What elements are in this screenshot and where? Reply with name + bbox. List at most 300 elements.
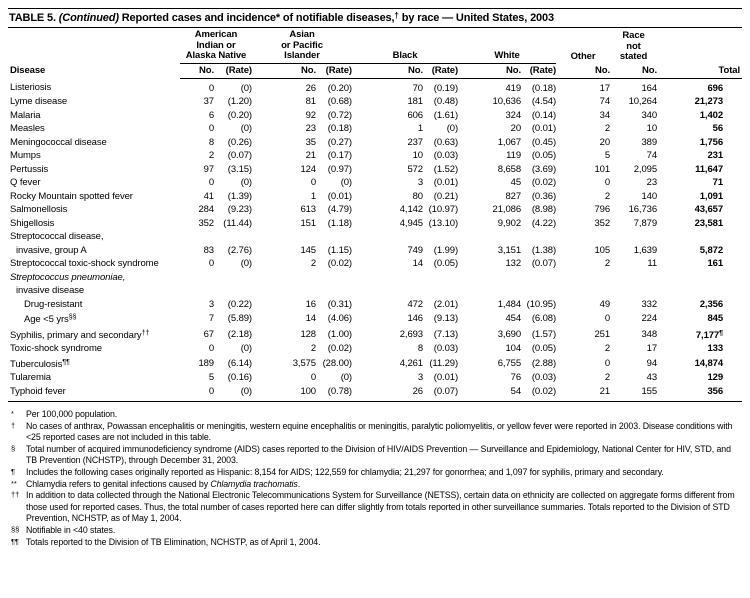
value-cell: 796	[594, 204, 611, 215]
value-cell: 14	[412, 258, 423, 269]
value-cell: 9,902	[497, 217, 522, 229]
value-cell: 352	[198, 217, 214, 229]
value-cell: (28.00)	[322, 357, 352, 369]
value-cell	[252, 271, 316, 285]
value-cell: 43	[646, 372, 658, 383]
table-row	[8, 311, 742, 327]
value-cell: 11	[647, 258, 658, 269]
value-cell: 0	[604, 313, 611, 324]
value-cell: (7.13)	[433, 328, 459, 340]
value-cell: 20	[510, 123, 522, 134]
total-cell: 1,091	[699, 190, 724, 202]
disease-name: Tuberculosis¶¶	[10, 358, 70, 370]
value-cell: 2	[604, 190, 611, 202]
disease-name: Streptococcal toxic-shock syndrome	[10, 258, 159, 269]
disease-name: invasive disease	[16, 285, 85, 296]
value-cell: (0.01)	[433, 177, 459, 188]
value-cell: 6	[208, 109, 214, 121]
value-cell: (10.95)	[526, 298, 557, 310]
value-cell: 251	[594, 328, 611, 340]
footnote-symbol: †	[11, 420, 16, 430]
value-cell: 124	[300, 163, 316, 175]
value-cell: (3.69)	[531, 163, 557, 175]
value-cell	[458, 230, 521, 244]
subheader-no: No.	[352, 64, 423, 79]
value-cell: 104	[505, 343, 522, 354]
value-cell: (0.03)	[433, 150, 459, 161]
value-cell: (4.06)	[327, 313, 352, 324]
value-cell	[252, 284, 316, 298]
value-cell: (11.29)	[429, 357, 459, 369]
value-cell: (1.52)	[433, 163, 459, 175]
value-cell: (0)	[340, 372, 352, 383]
title-text-2: by race — United States, 2003	[401, 12, 554, 24]
disease-name: Q fever	[10, 177, 41, 188]
disease-name: Listeriosis	[10, 82, 52, 94]
table-row	[8, 244, 742, 258]
value-cell: 132	[505, 258, 522, 269]
value-cell: (11.44)	[223, 217, 252, 229]
table-row	[8, 122, 742, 136]
value-cell: (0.05)	[531, 343, 557, 354]
value-cell: 0	[208, 123, 214, 134]
footnote-text: In addition to data collected through the National Electronic Telecommunications System for Surveillance (NETSS), certain data on ethnicity are collected on aggregate forms different from those used for reported cases. Thus, the total number of cases reported here can differ slightly from totals reported in other surveillance summaries. Totals reported to the Division of STD Prevention, NCHSTP, as of May 1, 2004.	[26, 490, 735, 524]
value-cell: 146	[407, 313, 423, 324]
value-cell: (0)	[446, 123, 459, 134]
value-cell: 3,690	[497, 328, 522, 340]
value-cell: (1.20)	[227, 96, 252, 107]
subheader-no: No.	[458, 64, 521, 79]
table-row	[8, 136, 742, 150]
value-cell: 6,755	[497, 357, 522, 369]
value-cell: 5	[604, 150, 611, 161]
value-cell: 17	[599, 82, 611, 94]
value-cell: 23	[305, 123, 316, 134]
value-cell: 45	[510, 177, 522, 188]
value-cell: 224	[641, 313, 658, 324]
value-cell: 472	[407, 298, 423, 310]
total-cell: 5,872	[699, 244, 724, 256]
value-cell	[610, 284, 657, 298]
disease-name: Tularemia	[10, 372, 51, 383]
value-cell: 324	[505, 109, 522, 121]
value-cell: 83	[203, 244, 214, 256]
value-cell: (0.02)	[531, 385, 557, 397]
group-header-other: Other	[570, 51, 596, 62]
value-cell: 352	[594, 217, 611, 229]
disease-name: Measles	[10, 123, 45, 134]
value-cell: 101	[594, 163, 611, 175]
total-cell: 696	[707, 82, 724, 94]
footnote-symbol: *	[11, 409, 14, 418]
value-cell	[423, 284, 458, 298]
value-cell: 155	[641, 385, 658, 397]
value-cell: 5	[208, 372, 214, 383]
value-cell	[214, 284, 252, 298]
value-cell: 4,142	[399, 204, 423, 215]
value-cell: 119	[506, 150, 522, 161]
footnote-text: .	[297, 478, 301, 489]
value-cell: (6.14)	[227, 357, 252, 369]
footnote	[10, 467, 740, 479]
value-cell: (0.07)	[433, 385, 459, 397]
disease-name: Syphilis, primary and secondary††	[10, 329, 150, 341]
value-cell: 0	[208, 82, 214, 94]
value-cell: (0.45)	[531, 136, 557, 148]
value-cell: 17	[646, 343, 658, 354]
value-cell: 606	[407, 109, 423, 121]
value-cell: 20	[599, 136, 611, 148]
value-cell: 189	[198, 357, 214, 369]
value-cell: 3	[208, 298, 214, 310]
total-cell: 1,756	[699, 136, 724, 148]
value-cell	[423, 230, 458, 244]
subheader-no: No.	[252, 64, 316, 79]
footnote-text: Notifiable in <40 states.	[26, 524, 116, 535]
value-cell: 35	[305, 136, 316, 148]
footnote-text: Chlamydia refers to genital infections caused by	[26, 478, 211, 489]
value-cell: 4,945	[399, 217, 423, 229]
value-cell: 332	[641, 298, 658, 310]
value-cell	[458, 271, 521, 285]
footnote-symbol: ††	[11, 490, 20, 500]
value-cell: 3,151	[497, 244, 522, 256]
value-cell: 8	[208, 136, 214, 148]
footnote	[10, 444, 740, 467]
value-cell: (4.22)	[531, 217, 557, 229]
table-body	[8, 78, 742, 402]
group-header-asian-pacific: Asian or Pacific Islander	[252, 28, 352, 64]
table-row	[8, 149, 742, 163]
value-cell: 92	[305, 109, 316, 121]
table-row	[8, 176, 742, 190]
total-cell	[657, 271, 742, 285]
table-row	[8, 385, 742, 402]
value-cell: (0.26)	[227, 136, 252, 148]
disease-name: Streptococcal disease,	[10, 231, 104, 242]
value-cell: 4,261	[399, 357, 423, 369]
value-cell: (0.36)	[531, 190, 557, 202]
value-cell: (0.02)	[327, 258, 352, 269]
value-cell: 348	[641, 328, 658, 340]
footnote-text: Total number of acquired immunodeficiency syndrome (AIDS) cases reported to the Division of HIV/AIDS Prevention — Surveillance and Epidemiology, National Center for HIV, STD, and TB Prevention (NCHSTP), through December 31, 2003.	[26, 443, 731, 466]
value-cell: 54	[510, 385, 522, 397]
value-cell: 14	[305, 313, 316, 324]
table-row	[8, 203, 742, 217]
value-cell: 21,086	[492, 204, 522, 215]
value-cell: 2,693	[399, 328, 423, 340]
table-row	[8, 356, 742, 372]
value-cell: (0.02)	[327, 343, 352, 354]
value-cell: 67	[203, 328, 214, 340]
table-row	[8, 371, 742, 385]
footnote-symbol: §	[11, 443, 16, 453]
value-cell: (0.20)	[227, 109, 252, 121]
value-cell: (0.72)	[327, 109, 352, 121]
total-cell: 11,647	[695, 163, 724, 175]
value-cell: 151	[300, 217, 316, 229]
value-cell: (0.48)	[433, 96, 459, 107]
value-cell: (0.01)	[327, 190, 352, 202]
value-cell	[521, 284, 556, 298]
value-cell: 0	[208, 177, 214, 188]
value-cell: 16	[305, 298, 316, 310]
footnote-marker: ¶	[719, 329, 724, 337]
table-row	[8, 257, 742, 271]
value-cell: (0.21)	[433, 190, 459, 202]
value-cell: 2	[310, 343, 316, 354]
disease-name: Drug-resistant	[24, 298, 83, 310]
value-cell	[214, 271, 252, 285]
value-cell	[423, 271, 458, 285]
table-row	[8, 284, 742, 298]
value-cell: 0	[310, 177, 316, 188]
value-cell: (1.99)	[433, 244, 459, 256]
total-cell: 133	[707, 343, 724, 354]
value-cell	[352, 271, 423, 285]
value-cell: 2	[604, 258, 611, 269]
value-cell: (0.01)	[433, 372, 459, 383]
value-cell: 0	[208, 258, 214, 269]
total-cell: 231	[707, 150, 724, 161]
disease-name: Streptococcus pneumoniae,	[10, 271, 126, 283]
disease-name: Salmonellosis	[10, 204, 68, 215]
value-cell: 237	[407, 136, 423, 148]
value-cell: (0)	[240, 385, 252, 397]
value-cell: (1.18)	[327, 217, 352, 229]
footnote-symbol: ¶¶	[11, 536, 19, 546]
value-cell: (0.78)	[327, 385, 352, 397]
value-cell: (6.08)	[531, 313, 557, 324]
disease-name: Typhoid fever	[10, 385, 66, 397]
value-cell: 2	[604, 343, 611, 354]
value-cell: 419	[505, 82, 522, 94]
total-cell: 161	[707, 258, 724, 269]
total-cell: 845	[707, 313, 724, 324]
value-cell: 2	[208, 150, 214, 161]
total-cell: 2,356	[699, 298, 724, 310]
value-cell	[610, 230, 657, 244]
value-cell: 140	[641, 190, 658, 202]
value-cell: 49	[599, 298, 611, 310]
value-cell: (2.01)	[433, 298, 459, 310]
value-cell: (0)	[340, 177, 352, 188]
total-cell: 71	[712, 177, 724, 188]
value-cell: 26	[412, 385, 423, 397]
value-cell: (1.15)	[327, 244, 352, 256]
value-cell: 128	[300, 328, 316, 340]
value-cell: 3	[417, 177, 423, 188]
subheader-no: No.	[556, 64, 610, 79]
footnote-text: Per 100,000 population.	[26, 409, 118, 419]
value-cell: 0	[604, 177, 611, 188]
disease-name: Shigellosis	[10, 217, 55, 229]
footnote-symbol: §§	[11, 524, 20, 534]
footnote-marker: ¶¶	[62, 358, 70, 366]
group-header-black: Black	[352, 28, 458, 64]
value-cell: (0.63)	[433, 136, 459, 148]
footnote	[10, 479, 740, 491]
continued-label: (Continued)	[58, 12, 119, 24]
value-cell: (0.20)	[327, 82, 352, 94]
footnote	[10, 490, 740, 525]
value-cell: (9.13)	[433, 313, 459, 324]
value-cell: (1.00)	[327, 328, 352, 340]
value-cell: 164	[641, 82, 658, 94]
value-cell: (3.15)	[227, 163, 252, 175]
value-cell: 10,264	[628, 96, 658, 107]
value-cell: 10,636	[492, 96, 522, 107]
footnote	[10, 537, 740, 549]
total-cell: 129	[707, 372, 724, 383]
value-cell: 34	[599, 109, 611, 121]
table-title	[8, 9, 742, 27]
value-cell: 1	[310, 190, 316, 202]
value-cell: (0)	[240, 177, 252, 188]
value-cell: 97	[203, 163, 214, 175]
disease-name: Rocky Mountain spotted fever	[10, 190, 133, 202]
value-cell: (0.22)	[227, 298, 252, 310]
subheader-no: No.	[610, 64, 657, 79]
value-cell: 0	[604, 357, 611, 369]
value-cell: (13.10)	[428, 217, 459, 229]
value-cell: 74	[646, 150, 658, 161]
total-cell	[657, 230, 742, 244]
value-cell	[316, 230, 352, 244]
footnote-text: No cases of anthrax, Powassan encephalitis or meningitis, western equine encephalitis or meningitis, paralytic poliomyelitis, or yellow fever were reported in 2003. Disease conditions with <25 reported cases are not included in this table.	[26, 420, 733, 443]
value-cell: (2.18)	[227, 328, 252, 340]
value-cell: 3	[417, 372, 423, 383]
group-header-race-not-stated: Race not stated	[619, 30, 648, 62]
value-cell: 613	[300, 204, 316, 215]
footnote-symbol: **	[11, 478, 17, 488]
table-row	[8, 95, 742, 109]
total-cell: 1,402	[699, 109, 724, 121]
value-cell	[180, 284, 214, 298]
value-cell	[180, 230, 214, 244]
dagger-superscript: †	[394, 11, 399, 20]
value-cell: (0.03)	[531, 372, 557, 383]
column-header-disease: Disease	[10, 65, 46, 76]
value-cell: (2.88)	[531, 357, 557, 369]
value-cell: 7	[208, 313, 214, 324]
total-cell: 7,177¶	[695, 329, 724, 341]
table-row	[8, 342, 742, 356]
value-cell: (0.31)	[327, 298, 352, 310]
value-cell: 81	[305, 96, 316, 107]
total-cell: 56	[712, 123, 724, 134]
value-cell: 7,879	[633, 217, 658, 229]
table-row	[8, 109, 742, 123]
value-cell: 389	[641, 136, 658, 148]
value-cell: 10	[412, 150, 423, 161]
value-cell	[214, 230, 252, 244]
total-cell: 23,581	[694, 217, 724, 229]
value-cell	[521, 230, 556, 244]
value-cell: 2	[604, 372, 611, 383]
value-cell: 0	[310, 372, 316, 383]
value-cell: (0.05)	[531, 150, 557, 161]
table-row	[8, 230, 742, 244]
value-cell: 2	[604, 123, 611, 134]
table-number: TABLE 5.	[9, 12, 56, 24]
group-header-american-indian: American Indian or Alaska Native	[180, 28, 252, 64]
value-cell: 41	[203, 190, 214, 202]
disease-name: Mumps	[10, 150, 41, 161]
value-cell: 37	[203, 96, 214, 107]
footnote	[10, 421, 740, 444]
value-cell: 8	[417, 343, 423, 354]
footnote-symbol: ¶	[11, 466, 15, 476]
table-row	[8, 217, 742, 231]
value-cell: (0.27)	[327, 136, 352, 148]
value-cell	[252, 230, 316, 244]
total-cell: 21,273	[694, 96, 724, 107]
value-cell: 26	[305, 82, 316, 94]
footnote-marker: §§	[68, 314, 77, 321]
value-cell: 1,639	[633, 244, 658, 256]
value-cell: 94	[646, 357, 658, 369]
table-row	[8, 163, 742, 177]
subheader-rate: (Rate)	[521, 64, 556, 79]
disease-name: Malaria	[10, 109, 41, 121]
value-cell: (8.98)	[531, 204, 557, 215]
subheader-rate: (Rate)	[316, 64, 352, 79]
value-cell: (4.54)	[531, 96, 557, 107]
value-cell: 8,658	[497, 163, 522, 175]
total-cell: 356	[707, 385, 724, 397]
value-cell: 0	[208, 343, 214, 354]
table-row	[8, 271, 742, 285]
value-cell: 105	[594, 244, 611, 256]
value-cell: 827	[505, 190, 522, 202]
value-cell: (1.61)	[433, 109, 459, 121]
value-cell: (0.18)	[327, 123, 352, 134]
footnote-text: Chlamydia trachomatis	[210, 478, 298, 489]
value-cell: (0.14)	[531, 109, 557, 121]
value-cell: (10.97)	[428, 204, 459, 215]
value-cell: (0)	[240, 82, 252, 94]
value-cell: (0.01)	[531, 123, 557, 134]
value-cell: (1.39)	[227, 190, 252, 202]
value-cell: (4.79)	[327, 204, 352, 215]
value-cell: 16,736	[628, 204, 658, 215]
table-row	[8, 327, 742, 343]
table-row	[8, 78, 742, 95]
group-header-total-spacer	[657, 28, 742, 64]
disease-name: Toxic-shock syndrome	[10, 343, 102, 354]
value-cell: (2.76)	[227, 244, 252, 256]
group-header-white: White	[458, 28, 556, 64]
value-cell: (0.16)	[227, 372, 252, 383]
value-cell: (0.97)	[327, 163, 352, 175]
value-cell: 2,095	[633, 163, 658, 175]
notifiable-diseases-table	[8, 27, 742, 402]
value-cell: (0.17)	[327, 150, 352, 161]
subheader-rate: (Rate)	[423, 64, 458, 79]
value-cell: 1	[417, 123, 423, 134]
value-cell	[352, 230, 423, 244]
value-cell: 572	[407, 163, 423, 175]
disease-name: Pertussis	[10, 163, 49, 175]
footnote-text: Includes the following cases originally reported as Hispanic: 8,154 for AIDS; 122,559 for chlamydia; 21,297 for gonorrhea; and 1,097 for syphilis, primary and secondary.	[26, 466, 664, 477]
value-cell	[556, 284, 610, 298]
total-cell: 43,657	[694, 204, 724, 215]
disease-name: invasive, group A	[16, 244, 87, 256]
value-cell: (0)	[240, 258, 252, 269]
value-cell: (0.02)	[531, 177, 557, 188]
value-cell: (0.19)	[433, 82, 459, 94]
